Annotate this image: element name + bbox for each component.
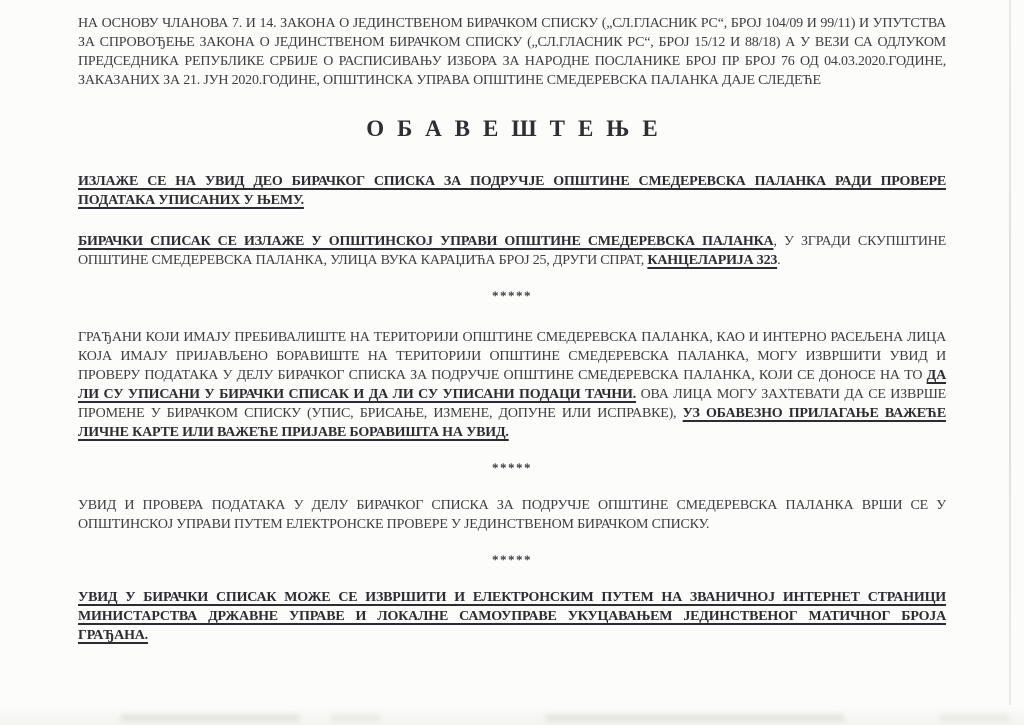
online-access-paragraph: УВИД У БИРАЧКИ СПИСАК МОЖЕ СЕ ИЗВРШИТИ И ЕЛЕКТРОНСКИМ ПУТЕМ НА ЗВАНИЧНОЈ ИНТЕРНЕТ СТРАНИЦИ МИНИСТАРСТВА ДРЖАВНЕ УПРАВЕ И ЛОКАЛНЕ САМОУПРАВЕ УКУЦАВАЊЕМ ЈЕДИНСТВЕНОГ МАТИЧНОГ БРОЈА ГРАЂАНА.: [78, 590, 946, 643]
scan-smudge: [940, 714, 1010, 722]
separator-asterisks-3: *****: [492, 552, 532, 567]
scan-smudge: [120, 714, 300, 722]
scan-bottom-artifact: [0, 705, 1024, 725]
citizens-normal-run-2: ОВА ЛИЦА МОГУ ЗАХТЕВАТИ ДА СЕ ИЗВРШЕ ПРОМЕНЕ У БИРАЧКОМ СПИСКУ (УПИС, БРИСАЊЕ, ИЗМЕНЕ, ДОПУНЕ ИЛИ ИСПРАВКЕ),: [78, 387, 946, 421]
separator-asterisks-2: *****: [492, 460, 532, 475]
scan-edge-line: [1009, 0, 1011, 725]
office-number-run: КАНЦЕЛАРИЈА 323: [647, 253, 778, 268]
location-paragraph: [78, 232, 946, 270]
intro-paragraph: НА ОСНОВУ ЧЛАНОВА 7. И 14. ЗАКОНА О ЈЕДИНСТВЕНОМ БИРАЧКОМ СПИСКУ („СЛ.ГЛАСНИК РС“, БРОЈ 104/09 И 99/11) И УПУТСТВА ЗА СПРОВОЂЕЊЕ ЗАКОНА О ЈЕДИНСТВЕНОМ БИРАЧКОМ СПИСКУ („СЛ.ГЛАСНИК РС“, БРОЈ 15/12 И 88/18) А У ВЕЗИ СА ОДЛУКОМ ПРЕДСЕДНИКА РЕПУБЛИКЕ СРБИЈЕ О РАСПИСИВАЊУ ИЗБОРА ЗА НАРОДНЕ ПОСЛАНИКЕ БРОЈ ПР БРОЈ 76 ОД 04.03.2020.ГОДИНЕ, ЗАКАЗАНИХ ЗА 21. ЈУН 2020.ГОДИНЕ, ОПШТИНСКА УПРАВА ОПШТИНЕ СМЕДЕРЕВСКА ПАЛАНКА ДАЈЕ СЛЕДЕЋЕ: [78, 16, 946, 88]
citizens-bold-run-2: УЗ ОБАВЕЗНО ПРИЛАГАЊЕ ВАЖЕЋЕ ЛИЧНЕ КАРТЕ ИЛИ ВАЖЕЋЕ ПРИЈАВЕ БОРАВИШТА НА УВИД.: [78, 406, 946, 440]
scan-smudge: [330, 714, 380, 722]
citizens-normal-run-1: ГРАЂАНИ КОЈИ ИМАЈУ ПРЕБИВАЛИШТЕ НА ТЕРИТОРИЈИ ОПШТИНЕ СМЕДЕРЕВСКА ПАЛАНКА, КАО И ИНТЕРНО РАСЕЉЕНА ЛИЦА КОЈА ИМАЈУ ПРИЈАВЉЕНО БОРАВИШТЕ НА ТЕРИТОРИЈИ ОПШТИНЕ СМЕДЕРЕВСКА ПАЛАНКА, МОГУ ИЗВРШИТИ УВИД И ПРОВЕРУ ПОДАТАКА У ДЕЛУ БИРАЧКОГ СПИСКА ЗА ПОДРУЧЈЕ ОПШТИНЕ СМЕДЕРЕВСКА ПАЛАНКА, КОЈИ СЕ ДОНОСЕ НА ТО: [78, 330, 946, 383]
electronic-check-paragraph: УВИД И ПРОВЕРА ПОДАТАКА У ДЕЛУ БИРАЧКОГ СПИСКА ЗА ПОДРУЧЈЕ ОПШТИНЕ СМЕДЕРЕВСКА ПАЛАНКА ВРШИ СЕ У ОПШТИНСКОЈ УПРАВИ ПУТЕМ ЕЛЕКТРОНСКЕ ПРОВЕРЕ У ЈЕДИНСТВЕНОМ БИРАЧКОМ СПИСКУ.: [78, 498, 946, 532]
separator-asterisks-1: *****: [492, 288, 532, 303]
scan-smudge: [545, 714, 845, 722]
exposure-paragraph: ИЗЛАЖЕ СЕ НА УВИД ДЕО БИРАЧКОГ СПИСКА ЗА ПОДРУЧЈЕ ОПШТИНЕ СМЕДЕРЕВСКА ПАЛАНКА РАДИ ПРОВЕРЕ ПОДАТАКА УПИСАНИХ У ЊЕМУ.: [78, 174, 946, 208]
location-bold-run: БИРАЧКИ СПИСАК СЕ ИЗЛАЖЕ У ОПШТИНСКОЈ УПРАВИ ОПШТИНЕ СМЕДЕРЕВСКА ПАЛАНКА: [78, 234, 774, 249]
location-period-run: .: [777, 253, 781, 268]
location-normal-run: , У ЗГРАДИ СКУПШТИНЕ ОПШТИНЕ СМЕДЕРЕВСКА ПАЛАНКА, УЛИЦА ВУКА КАРАЏИЋА БРОЈ 25, ДРУГИ СПРАТ,: [78, 234, 946, 268]
document-content: [78, 14, 946, 645]
document-title: ОБАВЕШТЕЊЕ: [366, 116, 671, 141]
citizens-bold-run-1: ДА ЛИ СУ УПИСАНИ У БИРАЧКИ СПИСАК И ДА ЛИ СУ УПИСАНИ ПОДАЦИ ТАЧНИ.: [78, 368, 946, 402]
citizens-paragraph: [78, 328, 946, 442]
